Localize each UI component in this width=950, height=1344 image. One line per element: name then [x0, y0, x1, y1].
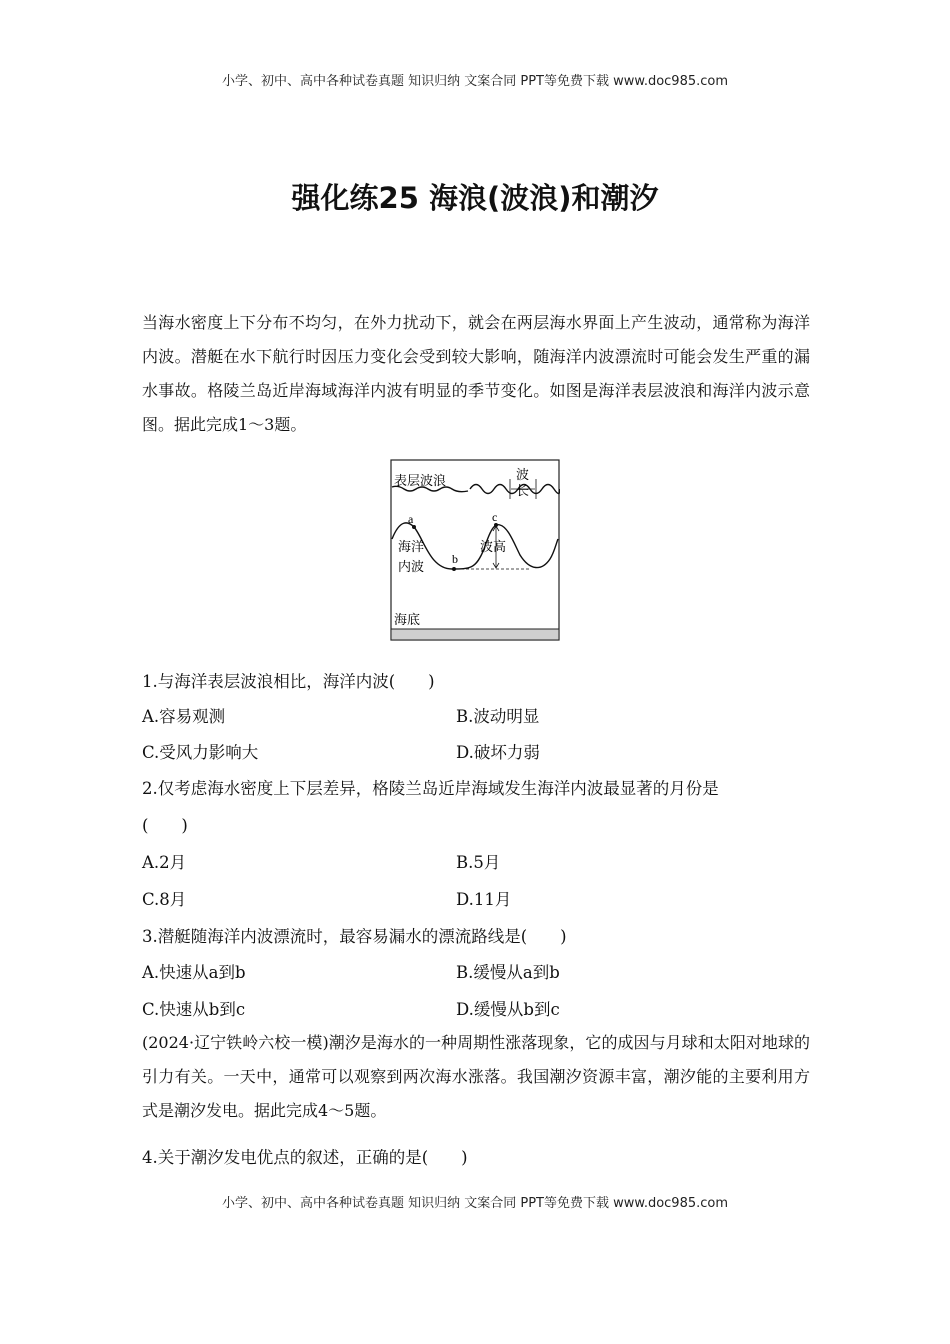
surface-label: 表层波浪: [394, 473, 447, 488]
point-b: b: [452, 552, 458, 566]
question-2-option-d[interactable]: D.11月: [456, 890, 512, 909]
question-3-option-d[interactable]: D.缓慢从b到c: [456, 1000, 560, 1019]
height-label: 波高: [480, 539, 507, 554]
question-3-option-b[interactable]: B.缓慢从a到b: [456, 963, 560, 982]
seabed-label: 海底: [394, 612, 421, 627]
internal-label-2: 内波: [398, 559, 425, 574]
question-2-option-c[interactable]: C.8月: [142, 890, 187, 909]
question-1-option-c[interactable]: C.受风力影响大: [142, 743, 259, 762]
passage-2: (2024·辽宁铁岭六校一模)潮汐是海水的一种周期性涨落现象，它的成因与月球和太阳对地球的引力有关。一天中，通常可以观察到两次海水涨落。我国潮汐资源丰富，潮汐能的主要利用方式是潮汐发电。据此完成4～5题。: [142, 1033, 810, 1120]
question-4-stem: 4.关于潮汐发电优点的叙述，正确的是( ): [142, 1148, 468, 1167]
question-1-option-b[interactable]: B.波动明显: [456, 707, 540, 726]
page-footer: 小学、初中、高中各种试卷真题 知识归纳 文案合同 PPT等免费下载 www.doc985.com: [221, 1196, 729, 1211]
page-title: 强化练25 海浪(波浪)和潮汐: [291, 181, 659, 215]
point-a: a: [408, 512, 414, 526]
question-2-stem-cont: ( ): [142, 816, 188, 835]
internal-label-1: 海洋: [398, 539, 425, 554]
question-2-option-a[interactable]: A.2月: [142, 853, 187, 872]
page-header: 小学、初中、高中各种试卷真题 知识归纳 文案合同 PPT等免费下载 www.doc985.com: [221, 74, 729, 89]
seabed-band: [391, 629, 559, 640]
question-1-option-d[interactable]: D.破坏力弱: [456, 743, 540, 762]
question-2-option-b[interactable]: B.5月: [456, 853, 501, 872]
point-b-dot: [452, 567, 456, 571]
wave-diagram: [390, 459, 560, 641]
question-3-option-c[interactable]: C.快速从b到c: [142, 1000, 246, 1019]
intro-paragraph: 当海水密度上下分布不均匀，在外力扰动下，就会在两层海水界面上产生波动，通常称为海洋内波。潜艇在水下航行时因压力变化会受到较大影响，随海洋内波漂流时可能会发生严重的漏水事故。格陵兰岛近岸海域海洋内波有明显的季节变化。如图是海洋表层波浪和海洋内波示意图。据此完成1～3题。: [142, 313, 810, 434]
question-1-option-a[interactable]: A.容易观测: [142, 707, 226, 726]
question-3-option-a[interactable]: A.快速从a到b: [142, 963, 246, 982]
point-c: c: [492, 510, 498, 524]
question-1-stem: 1.与海洋表层波浪相比，海洋内波( ): [142, 672, 435, 691]
question-2-stem: 2.仅考虑海水密度上下层差异，格陵兰岛近岸海域发生海洋内波最显著的月份是: [142, 779, 719, 798]
question-3-stem: 3.潜艇随海洋内波漂流时，最容易漏水的漂流路线是( ): [142, 927, 567, 946]
wavelength-label-1: 波: [516, 467, 530, 482]
wavelength-label-2: 长: [516, 483, 530, 498]
